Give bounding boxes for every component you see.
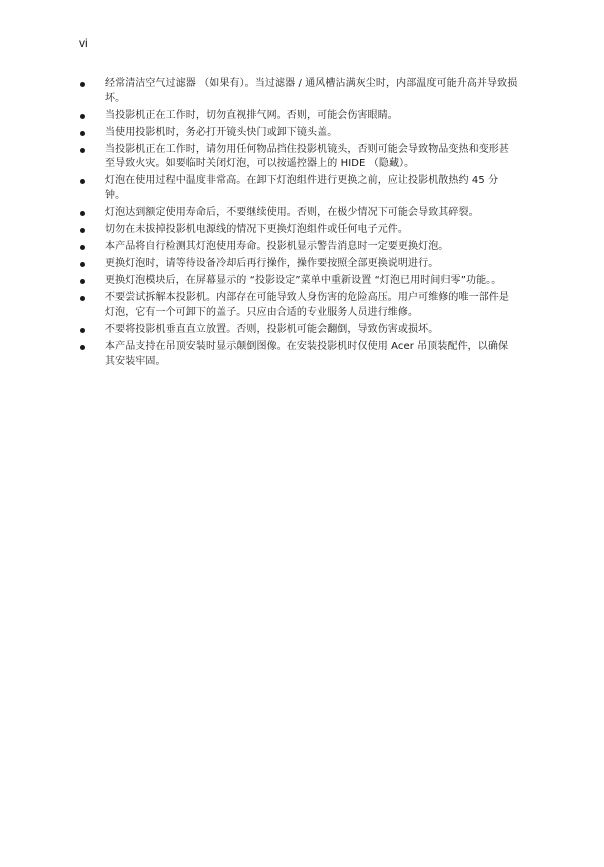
list-item-text: 不要尝试拆解本投影机。内部存在可能导致人身伤害的危险高压。用户可维修的唯一部件是灯泡，它有一个可卸下的盖子。只应由合适的专业服务人员进行维修。 [105, 292, 509, 318]
list-item-text: 切勿在未拔掉投影机电源线的情况下更换灯泡组件或任何电子元件。 [105, 224, 408, 236]
list-item-text: 不要将投影机垂直直立放置。否则，投影机可能会翻倒，导致伤害或损坏。 [105, 324, 439, 336]
list-item-text: 当使用投影机时，务必打开镜头快门或卸下镜头盖。 [105, 126, 338, 138]
bullet-icon [80, 328, 85, 333]
bullet-icon [80, 211, 85, 216]
list-item [78, 291, 518, 320]
list-item [78, 206, 518, 221]
bullet-icon [80, 245, 85, 250]
list-item-text: 灯泡在使用过程中温度非常高。在卸下灯泡组件进行更换之前，应让投影机散热约 45 分钟。 [105, 175, 499, 201]
list-item [78, 340, 518, 369]
list-item [78, 174, 518, 203]
bullet-icon [80, 296, 85, 301]
list-item [78, 109, 518, 124]
list-item-text: 本产品将自行检测其灯泡使用寿命。投影机显示警告消息时一定要更换灯泡。 [105, 241, 449, 253]
list-item [78, 323, 518, 338]
bullet-icon [80, 82, 85, 87]
list-item [78, 223, 518, 238]
page-number: vi [79, 36, 88, 50]
bullet-icon [80, 262, 85, 267]
list-item [78, 126, 518, 141]
list-item-text: 灯泡达到额定使用寿命后，不要继续使用。否则，在极少情况下可能会导致其碎裂。 [105, 206, 479, 218]
bullet-icon [80, 179, 85, 184]
list-item [78, 143, 518, 172]
safety-bullet-list [78, 77, 518, 372]
list-item-text: 经常清洁空气过滤器 （如果有）。当过滤器 / 通风槽沾满灰尘时，内部温度可能升高并导致损坏。 [105, 78, 518, 104]
list-item [78, 257, 518, 272]
list-item-text: 本产品支持在吊顶安装时显示颠倒图像。在安装投影机时仅使用 Acer 吊顶装配件，以确保其安装牢固。 [105, 341, 509, 367]
list-item-text: 更换灯泡模块后，在屏幕显示的 “投影设定”菜单中重新设置 “灯泡已用时间归零”功能。。 [105, 275, 502, 287]
list-item-text: 当投影机正在工作时，切勿直视排气网。否则，可能会伤害眼睛。 [105, 109, 398, 121]
bullet-icon [80, 148, 85, 153]
list-item [78, 77, 518, 106]
list-item [78, 240, 518, 255]
bullet-icon [80, 131, 85, 136]
bullet-icon [80, 279, 85, 284]
list-item [78, 274, 518, 289]
bullet-icon [80, 114, 85, 119]
list-item-text: 当投影机正在工作时，请勿用任何物品挡住投影机镜头，否则可能会导致物品变热和变形甚至导致火灾。如要临时关闭灯泡，可以按遥控器上的 HIDE （隐藏）。 [105, 143, 509, 170]
bullet-icon [80, 345, 85, 350]
list-item-text: 更换灯泡时，请等待设备冷却后再行操作，操作要按照全部更换说明进行。 [105, 258, 439, 270]
bullet-icon [80, 228, 85, 233]
